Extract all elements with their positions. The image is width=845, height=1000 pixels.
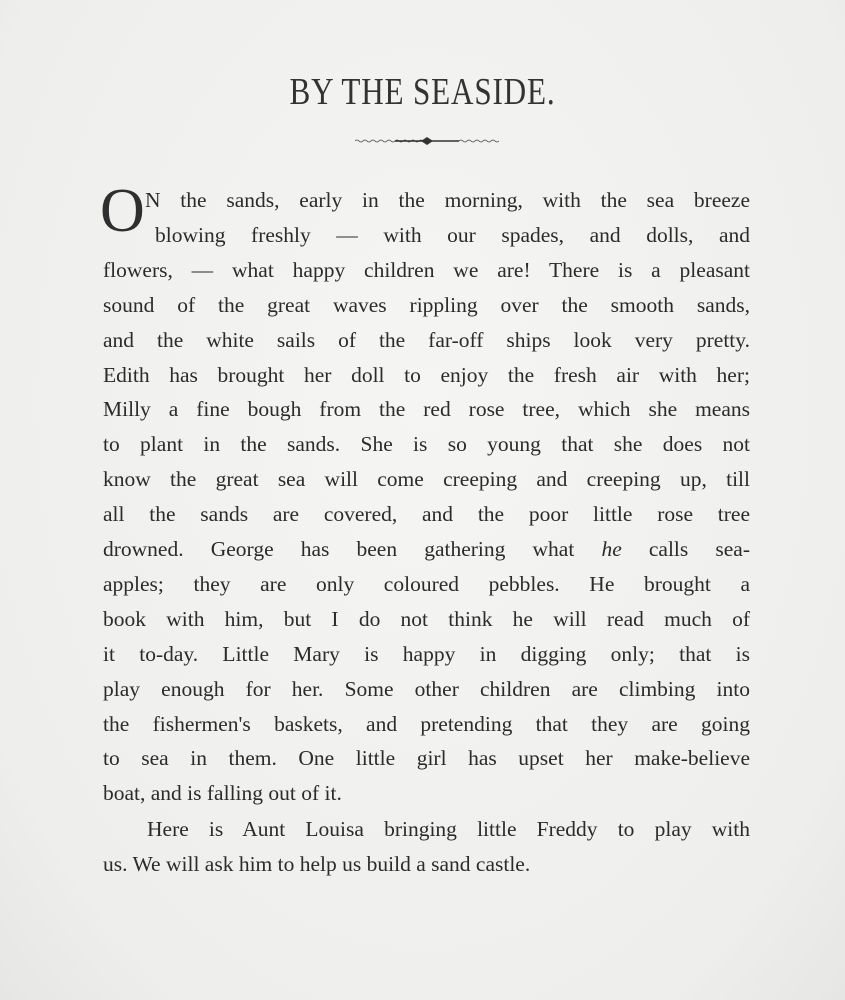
text-line: blowing freshly — with our spades, and dolls, and [155, 222, 750, 247]
text-line: know the great sea will come creeping and creeping up, till [103, 467, 750, 492]
text-line: it to-day. Little Mary is happy in digging only; that is [103, 641, 750, 666]
text-line: Here is Aunt Louisa bringing little Freddy to play with [147, 816, 750, 841]
text-line: flowers, — what happy children we are! There is a pleasant [103, 257, 750, 282]
text-line: drowned. George has been gathering what he calls sea- [103, 537, 751, 561]
text-line: play enough for her. Some other children are climbing into [103, 676, 750, 701]
text-line: sound of the great waves rippling over the smooth sands, [103, 292, 750, 317]
drop-cap: O [100, 177, 145, 245]
text-line: Edith has brought her doll to enjoy the fresh air with her; [103, 362, 750, 387]
text-line: and the white sails of the far-off ships look very pretty. [103, 327, 750, 352]
italic-word: he [601, 537, 622, 561]
page-title: BY THE SEASIDE. [289, 71, 556, 113]
text-line: us. We will ask him to help us build a sand castle. [103, 851, 531, 876]
text-line: to sea in them. One little girl has upset her make-believe [103, 746, 750, 771]
ornament-divider [355, 134, 499, 148]
text-line: apples; they are only coloured pebbles. He brought a [103, 571, 750, 596]
text-line: Milly a fine bough from the red rose tree, which she means [103, 397, 750, 422]
text-line: book with him, but I do not think he will read much of [103, 606, 750, 631]
text-line: all the sands are covered, and the poor little rose tree [103, 502, 750, 527]
text-line: to plant in the sands. She is so young that she does not [103, 432, 750, 457]
text-line: boat, and is falling out of it. [103, 781, 342, 806]
text-line: N the sands, early in the morning, with the sea breeze [145, 188, 750, 212]
text-line: the fishermen's baskets, and pretending that they are going [103, 711, 750, 736]
